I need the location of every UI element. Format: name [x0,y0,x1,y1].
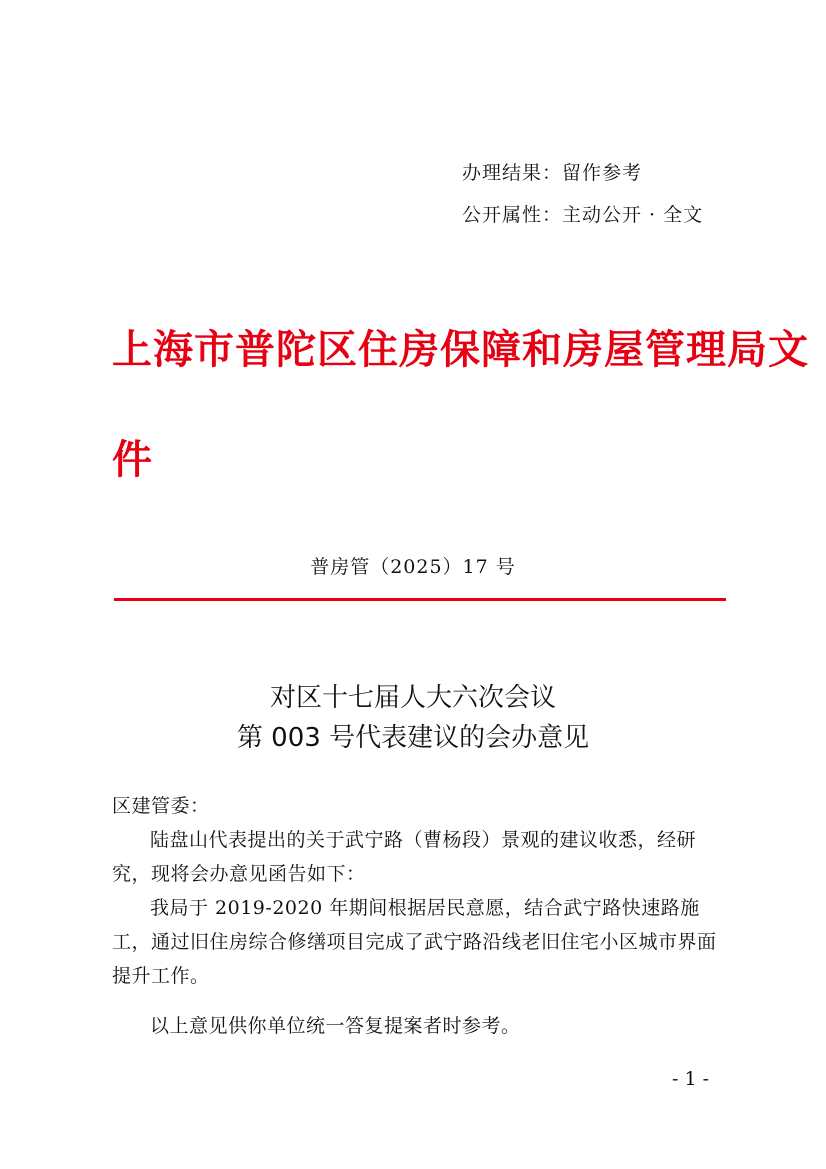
document-number: 普房管（2025）17 号 [310,556,516,578]
agency-name-line2: 件 [112,437,153,483]
document-title-line1: 对区十七届人大六次会议 [269,683,556,713]
agency-name-line1: 上海市普陀区住房保障和房屋管理局文 [112,327,809,373]
red-divider [114,598,726,601]
handling-result: 办理结果：留作参考 [462,162,643,184]
body-paragraph: 我局于 2019-2020 年期间根据居民意愿，结合武宁路快速路施工，通过旧住房综合修缮项目完成了武宁路沿线老旧住宅小区城市界面提升工作。 [112,897,717,987]
recipient: 区建管委： [112,795,210,817]
body-paragraph: 陆盘山代表提出的关于武宁路（曹杨段）景观的建议收悉，经研究，现将会办意见函告如下： [112,829,697,885]
disclosure-attribute: 公开属性：主动公开 · 全文 [462,204,704,226]
body-paragraph: 以上意见供你单位统一答复提案者时参考。 [150,1015,521,1037]
page-number: - 1 - [672,1068,710,1090]
document-title-line2: 第 003 号代表建议的会办意见 [236,723,590,753]
